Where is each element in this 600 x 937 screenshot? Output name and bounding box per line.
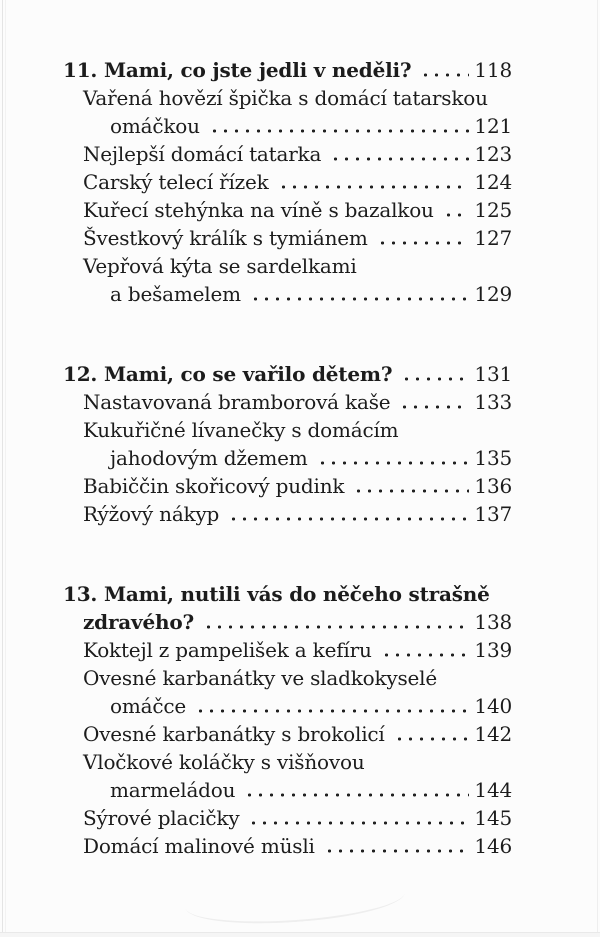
- page-edge-left-line: [2, 0, 3, 937]
- dot-leader: [324, 849, 470, 853]
- toc-entry-text: omáčkou: [110, 114, 200, 138]
- page-number: 136: [474, 474, 512, 498]
- page-number: 145: [474, 806, 512, 830]
- page-number: 140: [474, 694, 512, 718]
- dot-leader: [443, 213, 470, 217]
- dot-leader: [420, 73, 469, 77]
- dot-leader: [244, 793, 469, 797]
- dot-leader: [228, 517, 469, 521]
- toc-entry-row: [63, 444, 512, 472]
- toc-entry-row: [63, 692, 512, 720]
- toc-entry-text: Ovesné karbanátky s brokolicí: [83, 722, 385, 746]
- dot-leader: [250, 297, 470, 301]
- toc-entry-text: Carský telecí řízek: [83, 170, 269, 194]
- toc-entry-row: [63, 224, 512, 252]
- toc-entry-row: [63, 252, 512, 280]
- toc-heading-row: [63, 608, 512, 636]
- toc-entry-row: [63, 416, 512, 444]
- toc-content: [63, 56, 512, 860]
- toc-entry-row: [63, 720, 512, 748]
- dot-leader: [203, 625, 469, 629]
- toc-entry-row: [63, 804, 512, 832]
- toc-entry-row: [63, 500, 512, 528]
- page-number: 142: [474, 722, 512, 746]
- page-number: 144: [474, 778, 512, 802]
- toc-heading-row: [63, 580, 512, 608]
- toc-entry-row: [63, 776, 512, 804]
- dot-leader: [330, 157, 469, 161]
- toc-entry-text: marmeládou: [110, 778, 236, 802]
- toc-entry-row: [63, 140, 512, 168]
- toc-entry-text: Koktejl z pampelišek a kefíru: [83, 638, 372, 662]
- toc-entry-row: [63, 472, 512, 500]
- toc-section: [63, 360, 512, 528]
- toc-entry-row: [63, 636, 512, 664]
- page-edge-right-line: [597, 0, 598, 937]
- dot-leader: [353, 489, 469, 493]
- toc-entry-row: [63, 84, 512, 112]
- toc-entry-row: [63, 280, 512, 308]
- dot-leader: [195, 709, 469, 713]
- page-number: 123: [474, 142, 512, 166]
- page-number: 125: [474, 198, 512, 222]
- toc-entry-text: Vařená hovězí špička s domácí tatarskou: [83, 86, 488, 110]
- toc-entry-text: jahodovým džemem: [110, 446, 308, 470]
- toc-entry-row: [63, 196, 512, 224]
- toc-entry-text: Kukuřičné lívanečky s domácím: [83, 418, 399, 442]
- toc-entry-text: Kuřecí stehýnka na víně s bazalkou: [83, 198, 434, 222]
- dot-leader: [401, 377, 469, 381]
- toc-heading-text: 11. Mami, co jste jedli v neděli?: [63, 58, 412, 82]
- toc-entry-text: Švestkový králík s tymiánem: [83, 226, 368, 250]
- toc-heading-row: [63, 360, 512, 388]
- page-number: 138: [474, 610, 512, 634]
- dot-leader: [381, 653, 470, 657]
- dot-leader: [278, 185, 470, 189]
- toc-entry-text: Ovesné karbanátky ve sladkokyselé: [83, 666, 438, 690]
- toc-section: [63, 56, 512, 308]
- dot-leader: [209, 129, 470, 133]
- page-number: 131: [474, 362, 512, 386]
- toc-heading-text: 12. Mami, co se vařilo dětem?: [63, 362, 393, 386]
- toc-entry-text: Nastavovaná bramborová kaše: [83, 390, 391, 414]
- toc-entry-row: [63, 388, 512, 416]
- page-number: 139: [474, 638, 512, 662]
- toc-entry-row: [63, 664, 512, 692]
- toc-entry-row: [63, 832, 512, 860]
- page-number: 127: [474, 226, 512, 250]
- dot-leader: [317, 461, 470, 465]
- toc-entry-text: Vepřová kýta se sardelkami: [83, 254, 357, 278]
- page-number: 129: [474, 282, 512, 306]
- toc-entry-row: [63, 112, 512, 140]
- dot-leader: [394, 737, 470, 741]
- page-number: 121: [474, 114, 512, 138]
- scan-smudge: [184, 870, 407, 929]
- toc-entry-text: Vločkové koláčky s višňovou: [83, 750, 365, 774]
- page-number: 137: [474, 502, 512, 526]
- page-number: 124: [474, 170, 512, 194]
- dot-leader: [248, 821, 469, 825]
- toc-entry-text: Babiččin skořicový pudink: [83, 474, 345, 498]
- toc-entry-text: Nejlepší domácí tatarka: [83, 142, 322, 166]
- toc-entry-text: omáčce: [110, 694, 186, 718]
- toc-entry-text: Sýrové placičky: [83, 806, 240, 830]
- toc-entry-row: [63, 748, 512, 776]
- page-number: 133: [474, 390, 512, 414]
- toc-section: [63, 580, 512, 860]
- toc-heading-row: [63, 56, 512, 84]
- toc-entry-text: a bešamelem: [110, 282, 241, 306]
- toc-entry-row: [63, 168, 512, 196]
- dot-leader: [399, 405, 469, 409]
- page-number: 135: [474, 446, 512, 470]
- page-number: 118: [474, 58, 512, 82]
- toc-heading-text: zdravého?: [83, 610, 194, 634]
- page-number: 146: [474, 834, 512, 858]
- page-edge-left-line-2: [5, 0, 6, 937]
- toc-heading-text: 13. Mami, nutili vás do něčeho strašně: [63, 582, 490, 606]
- toc-entry-text: Rýžový nákyp: [83, 502, 220, 526]
- page-bottom-edge: [0, 933, 600, 937]
- toc-entry-text: Domácí malinové müsli: [83, 834, 315, 858]
- dot-leader: [377, 241, 470, 245]
